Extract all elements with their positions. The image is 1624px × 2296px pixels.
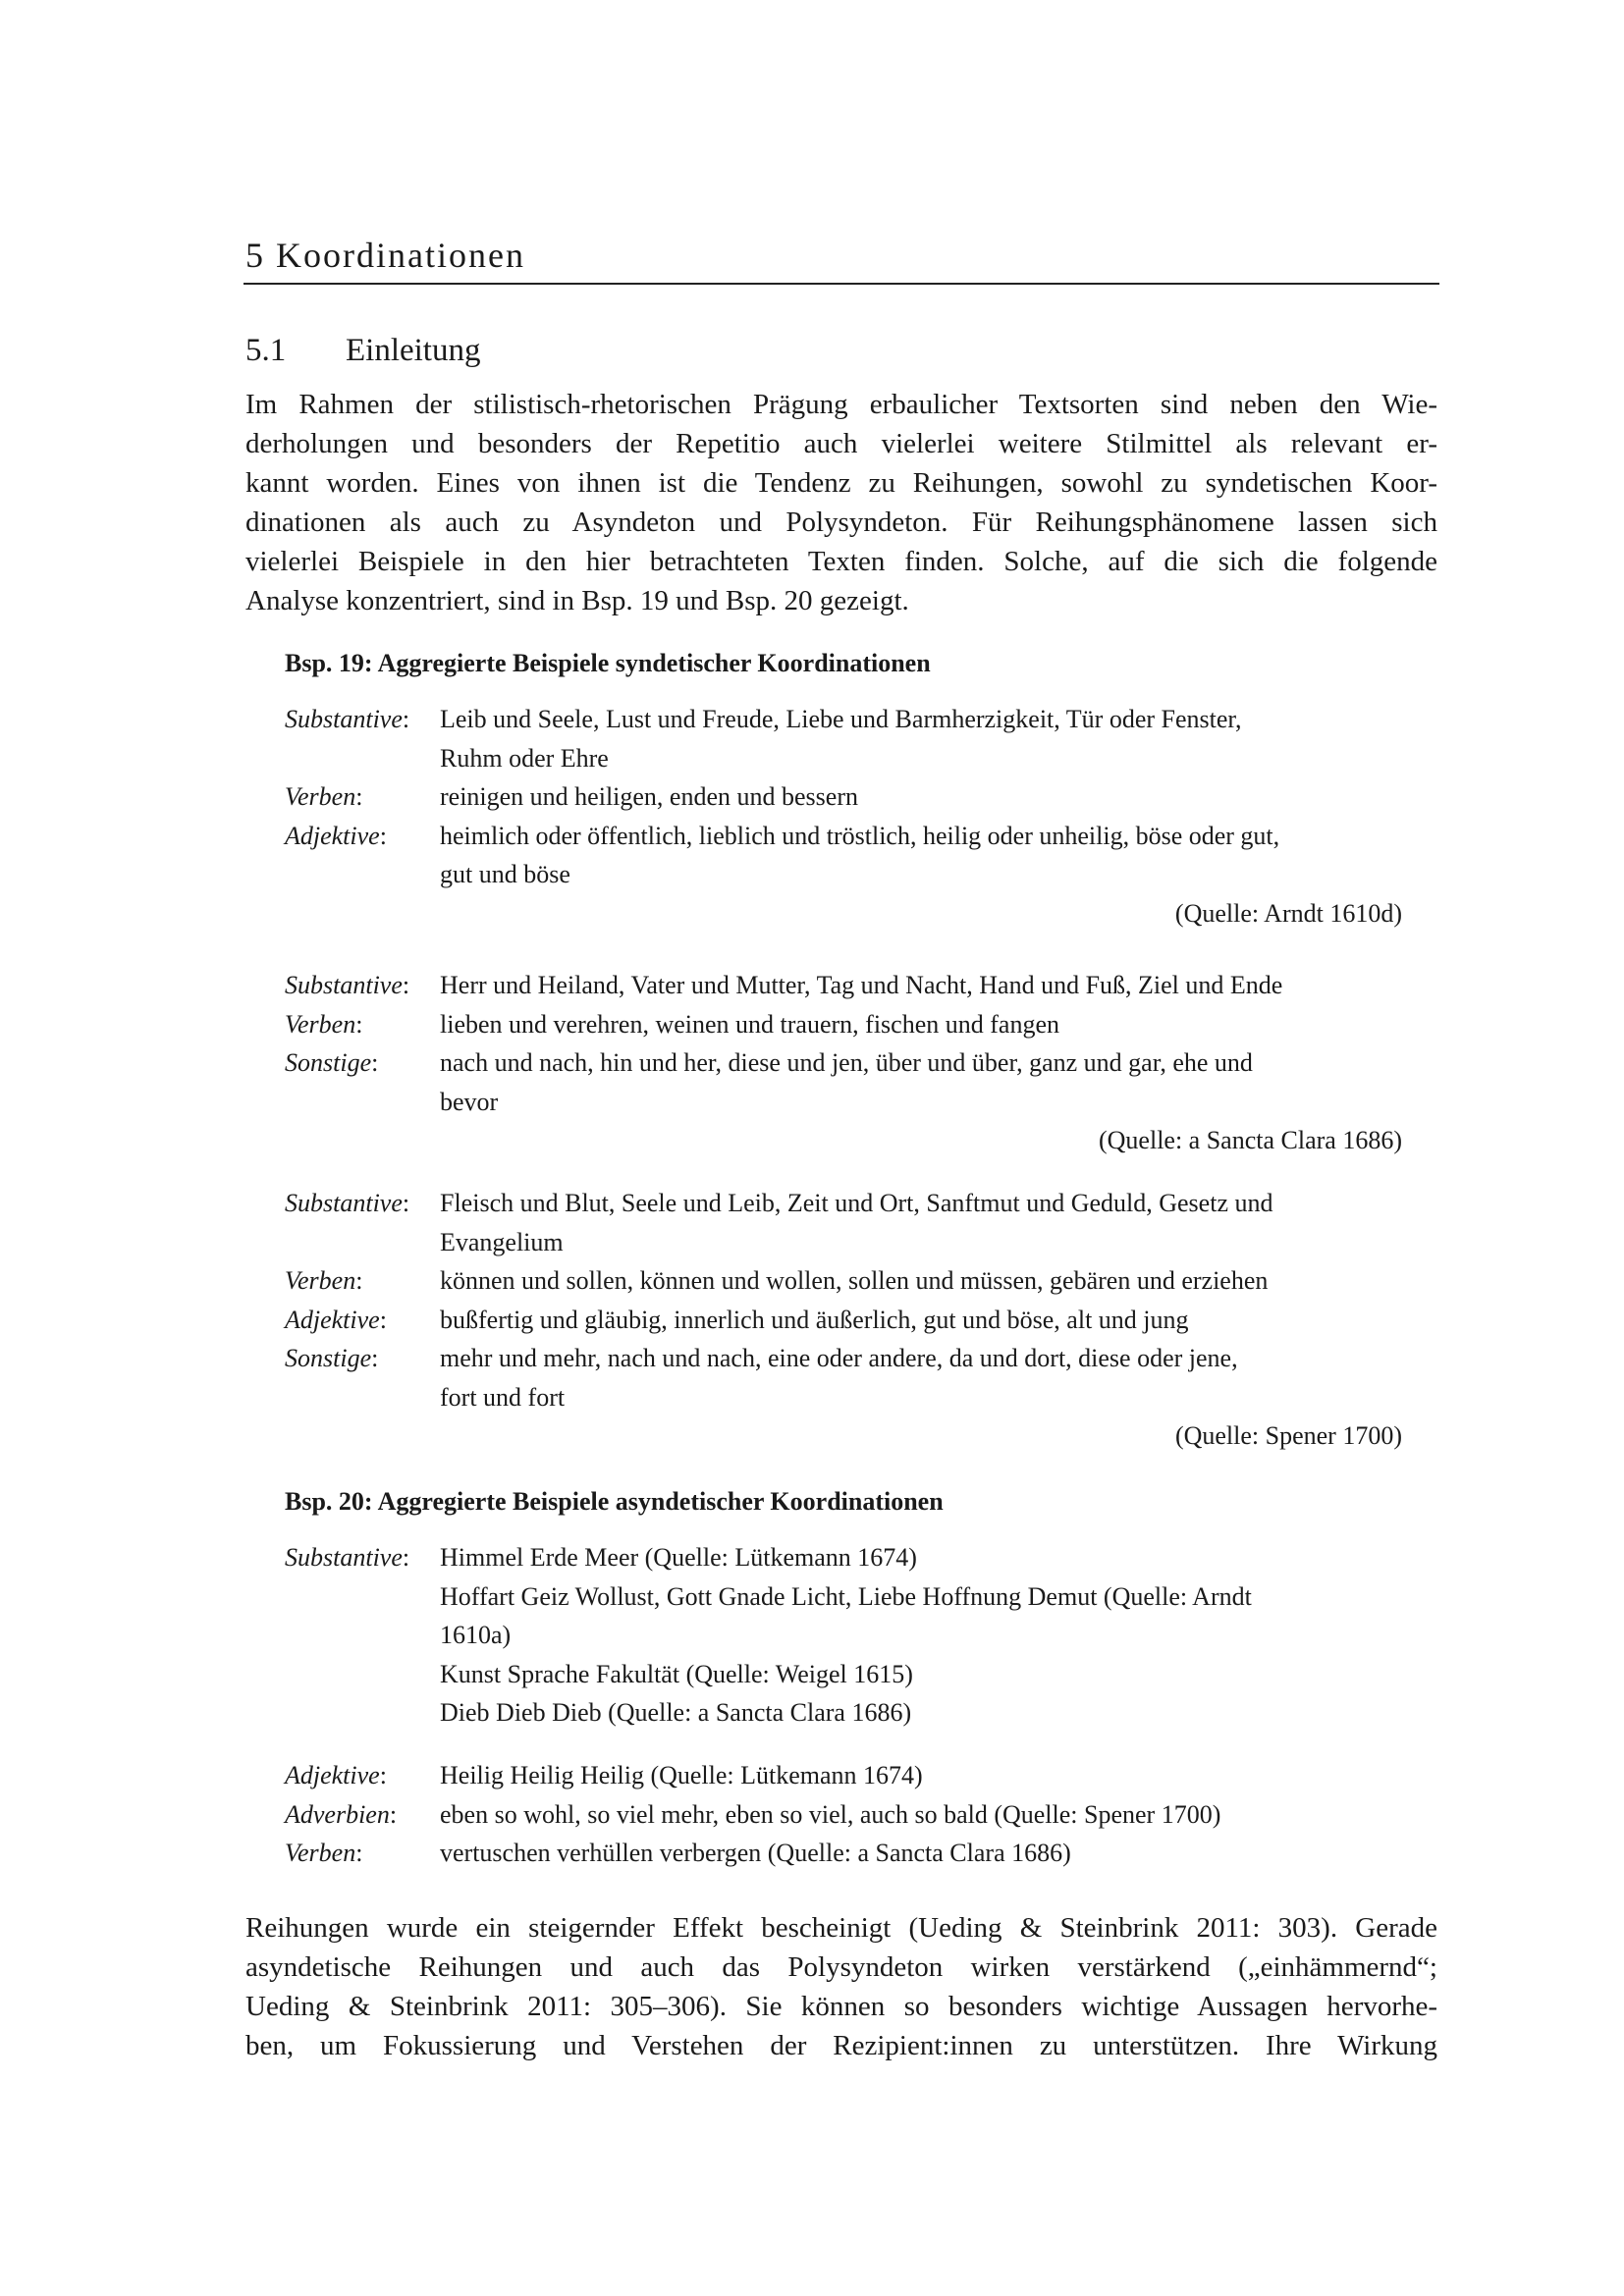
category-label: Verben:	[285, 782, 363, 811]
category-items	[440, 777, 1402, 817]
category-label: Adjektive:	[285, 1305, 387, 1334]
example-20-title: Bsp. 20: Aggregierte Beispiele asyndetischer Koordinationen	[285, 1487, 944, 1516]
item-line: Leib und Seele, Lust und Freude, Liebe und Barmherzigkeit, Tür oder Fenster,	[440, 705, 1242, 733]
item-line: Himmel Erde Meer (Quelle: Lütkemann 1674)	[440, 1543, 917, 1572]
category-label: Substantive:	[285, 705, 410, 733]
category-label: Adverbien:	[285, 1799, 398, 1829]
example-row	[285, 1339, 1402, 1416]
category-items	[440, 1184, 1402, 1261]
category-items: eben so wohl, so viel mehr, eben so viel, auch so bald (Quelle: Spener 1700)	[440, 1799, 1221, 1829]
body-line: ben, um Fokussierung und Verstehen der Rezipient:innen zu unterstützen. Ihre Wirkung	[245, 2030, 1437, 2061]
category-label: Adjektive:	[285, 1761, 387, 1789]
intro-line: Im Rahmen der stilistisch-rhetorischen Prägung erbaulicher Textsorten sind neben den Wie-	[245, 389, 1437, 420]
example-row	[285, 966, 1402, 1005]
category-label: Substantive:	[285, 1543, 410, 1572]
item-line: nach und nach, hin und her, diese und jen, über und über, ganz und gar, ehe und	[440, 1048, 1253, 1077]
category-label: Sonstige:	[285, 1048, 379, 1077]
body-line: asyndetische Reihungen und auch das Polysyndeton wirken verstärkend („einhämmernd“;	[245, 1951, 1437, 1983]
item-line: Hoffart Geiz Wollust, Gott Gnade Licht, Liebe Hoffnung Demut (Quelle: Arndt	[440, 1581, 1252, 1611]
category-items	[440, 700, 1402, 777]
category-label: Substantive:	[285, 971, 410, 999]
category-items	[440, 966, 1402, 1005]
category-label: Adjektive:	[285, 821, 387, 850]
intro-line: kannt worden. Eines von ihnen ist die Tendenz zu Reihungen, sowohl zu syndetischen Koor-	[245, 467, 1437, 499]
chapter-rule	[244, 283, 1439, 285]
category-label: Sonstige:	[285, 1344, 379, 1372]
item-line: mehr und mehr, nach und nach, eine oder andere, da und dort, diese oder jene,	[440, 1344, 1238, 1372]
intro-line: Analyse konzentriert, sind in Bsp. 19 und Bsp. 20 gezeigt.	[245, 585, 909, 616]
example-19-group-1	[285, 700, 1402, 933]
example-row	[285, 1834, 1402, 1873]
category-label: Verben:	[285, 1009, 363, 1039]
example-row	[285, 1756, 1402, 1795]
example-19-group-3	[285, 1184, 1402, 1456]
category-items	[440, 1261, 1402, 1301]
item-line: reinigen und heiligen, enden und bessern	[440, 782, 858, 811]
item-line: Dieb Dieb Dieb (Quelle: a Sancta Clara 1686)	[440, 1698, 912, 1727]
item-line: 1610a)	[440, 1621, 512, 1649]
item-line: Kunst Sprache Fakultät (Quelle: Weigel 1615)	[440, 1659, 913, 1688]
example-row	[285, 1795, 1402, 1835]
example-row	[285, 1301, 1402, 1340]
example-20-substantive	[285, 1538, 1402, 1733]
item-line: bußfertig und gläubig, innerlich und äußerlich, gut und böse, alt und jung	[440, 1305, 1189, 1334]
body-paragraph	[245, 1908, 1437, 2065]
example-row	[285, 1043, 1402, 1121]
example-19-group-2	[285, 966, 1402, 1160]
intro-paragraph	[245, 385, 1437, 620]
item-line: fort und fort	[440, 1382, 566, 1412]
category-items	[440, 1043, 1402, 1121]
body-line: Ueding & Steinbrink 2011: 305–306). Sie können so besonders wichtige Aussagen hervorhe-	[245, 1991, 1437, 2022]
body-line: Reihungen wurde ein steigernder Effekt bescheinigt (Ueding & Steinbrink 2011: 303). Gerade	[245, 1912, 1437, 1944]
intro-line: vielerlei Beispiele in den hier betrachteten Texten finden. Solche, auf die sich die folgende	[245, 546, 1437, 577]
example-row	[285, 1538, 1402, 1733]
intro-line: derholungen und besonders der Repetitio auch vielerlei weitere Stilmittel als relevant er-	[245, 428, 1437, 459]
item-line: lieben und verehren, weinen und trauern, fischen und fangen	[440, 1009, 1059, 1039]
example-row	[285, 1261, 1402, 1301]
item-line: Herr und Heiland, Vater und Mutter, Tag und Nacht, Hand und Fuß, Ziel und Ende	[440, 971, 1283, 999]
category-items	[440, 1538, 1402, 1733]
example-19-title: Bsp. 19: Aggregierte Beispiele syndetischer Koordinationen	[285, 649, 931, 677]
section-heading	[245, 330, 480, 371]
item-line: können und sollen, können und wollen, sollen und müssen, gebären und erziehen	[440, 1266, 1269, 1295]
category-items	[440, 1339, 1402, 1416]
example-row	[285, 1184, 1402, 1261]
source-citation: (Quelle: a Sancta Clara 1686)	[1099, 1126, 1402, 1154]
category-items: Heilig Heilig Heilig (Quelle: Lütkemann 1674)	[440, 1761, 923, 1789]
source-citation: (Quelle: Spener 1700)	[1174, 1421, 1402, 1450]
item-line: bevor	[440, 1087, 499, 1116]
example-20-other-rows	[285, 1756, 1402, 1873]
example-row	[285, 1005, 1402, 1044]
category-items	[440, 817, 1402, 894]
section-number: 5.1	[245, 333, 287, 368]
category-items: vertuschen verhüllen verbergen (Quelle: a Sancta Clara 1686)	[440, 1839, 1071, 1867]
intro-line: dinationen als auch zu Asyndeton und Polysyndeton. Für Reihungsphänomene lassen sich	[245, 507, 1437, 538]
category-label: Verben:	[285, 1266, 363, 1295]
section-title: Einleitung	[346, 333, 481, 368]
item-line: Evangelium	[440, 1227, 564, 1256]
chapter-heading	[245, 234, 1439, 277]
category-items	[440, 1005, 1402, 1044]
example-row	[285, 777, 1402, 817]
item-line: heimlich oder öffentlich, lieblich und tröstlich, heilig oder unheilig, böse oder gut,	[440, 821, 1280, 850]
source-citation: (Quelle: Arndt 1610d)	[1174, 898, 1402, 928]
chapter-title: Koordinationen	[276, 236, 525, 275]
category-label: Verben:	[285, 1839, 363, 1867]
example-row	[285, 700, 1402, 777]
chapter-number: 5	[245, 236, 265, 275]
item-line: Ruhm oder Ehre	[440, 743, 609, 773]
example-row	[285, 817, 1402, 894]
category-label: Substantive:	[285, 1189, 410, 1217]
item-line: gut und böse	[440, 860, 570, 888]
item-line: Fleisch und Blut, Seele und Leib, Zeit und Ort, Sanftmut und Geduld, Gesetz und	[440, 1189, 1273, 1217]
category-items	[440, 1301, 1402, 1340]
